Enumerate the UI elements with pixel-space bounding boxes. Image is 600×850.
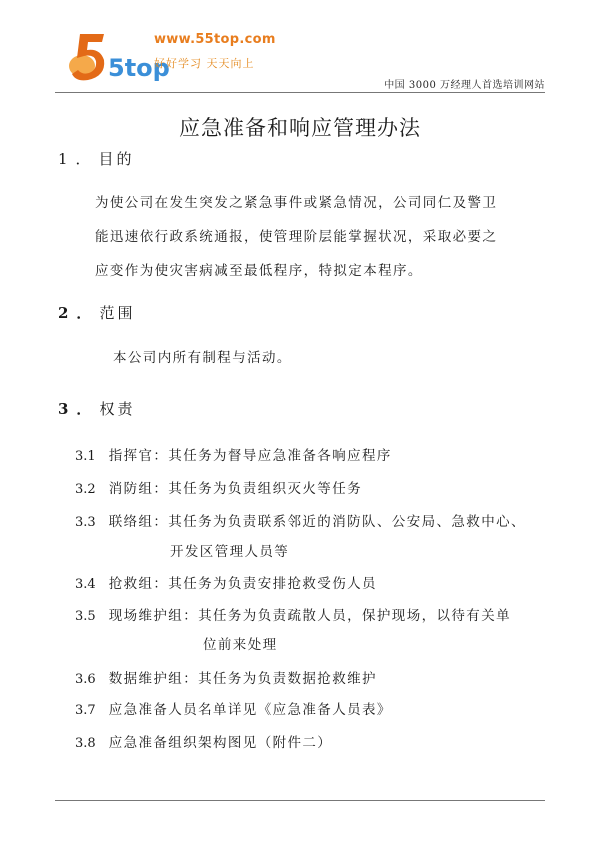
item-text: 数据维护组：其任务为负责数据抢救维护 xyxy=(108,671,377,687)
item-number: 3.7 xyxy=(75,703,96,718)
paragraph-line: 为使公司在发生突发之紧急事件或紧急情况，公司同仁及警卫 xyxy=(95,195,498,211)
footer-divider xyxy=(55,800,545,801)
item-number: 3.3 xyxy=(75,515,96,530)
item-number: 3.6 xyxy=(75,672,96,687)
item-number: 3.8 xyxy=(75,736,96,751)
site-tagline: 中国 3000 万经理人首选培训网站 xyxy=(384,80,545,91)
section-number: 1． xyxy=(58,150,99,168)
item-text: 联络组：其任务为负责联系邻近的消防队、公安局、急救中心、 xyxy=(108,514,526,530)
paragraph-line: 能迅速依行政系统通报，使管理阶层能掌握状况，采取必要之 xyxy=(95,229,498,245)
item-number: 3.2 xyxy=(75,482,96,497)
section-heading-purpose xyxy=(58,148,135,169)
list-item xyxy=(75,444,392,464)
item-text: 指挥官：其任务为督导应急准备各响应程序 xyxy=(108,448,392,464)
section-title: 范围 xyxy=(99,304,136,322)
item-text: 消防组：其任务为负责组织灭火等任务 xyxy=(108,481,363,497)
item-text: 应急准备人员名单详见《应急准备人员表》 xyxy=(108,702,392,718)
section-number: 3． xyxy=(58,400,100,418)
logo-text: 5top xyxy=(108,54,170,82)
item-number: 3.5 xyxy=(75,609,96,624)
section-title: 目的 xyxy=(98,150,135,168)
item-text: 应急准备组织架构图见（附件二） xyxy=(108,735,333,751)
scope-paragraph: 本公司内所有制程与活动。 xyxy=(113,350,292,366)
paragraph-line: 应变作为使灾害病减至最低程序，特拟定本程序。 xyxy=(95,263,423,279)
list-item xyxy=(75,477,362,497)
list-item xyxy=(75,731,332,751)
list-item xyxy=(75,698,392,718)
logo-mark-icon xyxy=(62,28,170,90)
purpose-paragraph xyxy=(95,186,545,288)
list-item xyxy=(75,667,377,687)
item-continuation: 位前来处理 xyxy=(203,637,278,653)
section-title: 权责 xyxy=(99,400,136,418)
section-number: 2． xyxy=(58,304,100,322)
item-number: 3.1 xyxy=(75,449,96,464)
item-text: 抢救组：其任务为负责安排抢救受伤人员 xyxy=(108,576,377,592)
site-logo[interactable] xyxy=(62,28,282,90)
list-item xyxy=(75,604,511,624)
document-title: 应急准备和响应管理办法 xyxy=(179,116,421,140)
item-continuation: 开发区管理人员等 xyxy=(170,544,290,560)
item-text: 现场维护组：其任务为负责疏散人员，保护现场，以待有关单 xyxy=(108,608,512,624)
item-number: 3.4 xyxy=(75,577,96,592)
site-slogan: 好好学习 天天向上 xyxy=(154,57,255,70)
list-item xyxy=(75,572,377,592)
site-url[interactable]: www.55top.com xyxy=(154,32,276,47)
list-item xyxy=(75,510,526,530)
header-divider xyxy=(55,92,545,93)
section-heading-responsibilities xyxy=(58,398,135,419)
section-heading-scope xyxy=(58,302,135,323)
